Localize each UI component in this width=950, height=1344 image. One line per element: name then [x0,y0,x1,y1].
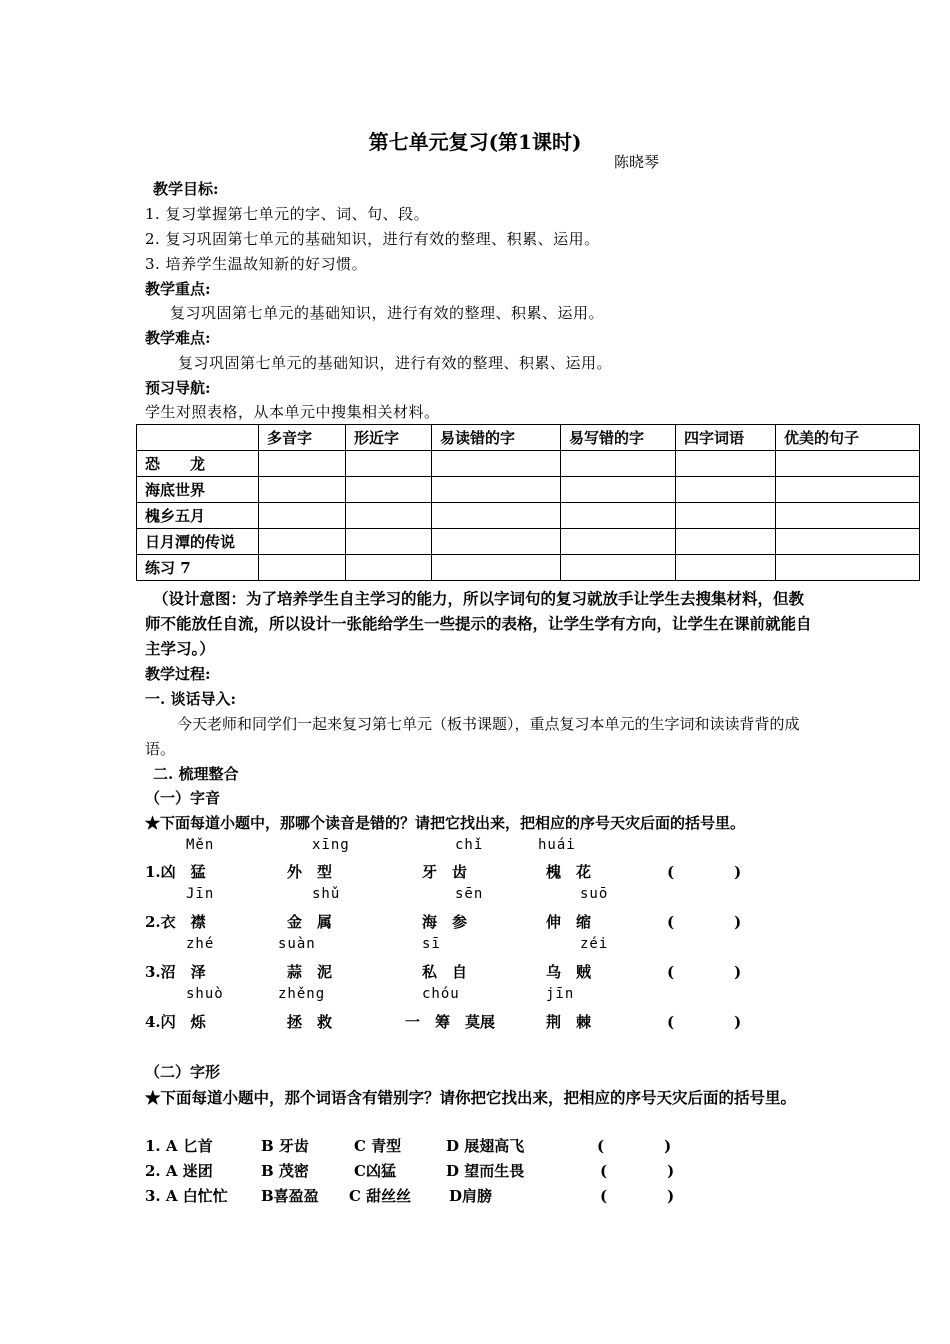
page-title: 第七单元复习(第1课时) [368,130,582,154]
table-cell[interactable] [259,529,346,555]
answer-blank[interactable]: ( ) [667,913,742,931]
table-cell[interactable] [776,503,920,529]
word-option: 海 参 [422,913,468,931]
table-cell[interactable] [676,503,776,529]
table-cell[interactable] [676,477,776,503]
table-cell[interactable] [346,477,432,503]
table-cell[interactable] [776,451,920,477]
answer-blank[interactable]: ( ) [597,1137,672,1155]
preview-text: 学生对照表格，从本单元中搜集相关材料。 [145,403,440,421]
table-header-cell: 优美的句子 [776,425,920,451]
word-option: 金 属 [287,913,333,931]
table-row-label: 练习 7 [137,555,259,581]
word-option: 3.沼 泽 [145,963,206,981]
table-cell[interactable] [432,451,561,477]
process-heading: 教学过程: [145,665,211,683]
section1-text: 今天老师和同学们一起来复习第七单元（板书课题），重点复习本单元的生字词和读读背背的成语。 [145,715,800,758]
word-option: 私 自 [422,963,468,981]
table-row-label: 槐乡五月 [137,503,259,529]
option-c: C 甜丝丝 [349,1187,412,1205]
goal-item: 3. 培养学生温故知新的好习惯。 [145,255,368,273]
answer-blank[interactable]: ( ) [667,1013,742,1031]
word-option: 牙 齿 [422,863,468,881]
table-cell[interactable] [432,529,561,555]
pinyin: shǔ [312,886,341,902]
word-option: 槐 花 [546,863,592,881]
table-cell[interactable] [346,451,432,477]
key-points-heading: 教学重点: [145,280,211,298]
table-header-cell: 易写错的字 [561,425,676,451]
sub1-heading: （一）字音 [145,789,221,807]
sub1-instruction: ★下面每道小题中，那哪个读音是错的？请把它找出来，把相应的序号天灾后面的括号里。 [145,814,746,832]
option-d: D 展翅高飞 [446,1137,525,1155]
table-cell[interactable] [259,477,346,503]
goal-item: 2. 复习巩固第七单元的基础知识，进行有效的整理、积累、运用。 [145,230,600,248]
pinyin: zhé [186,936,215,952]
table-cell[interactable] [676,555,776,581]
option-a: 2. A 迷团 [145,1162,213,1180]
table-cell[interactable] [776,529,920,555]
word-option: 外 型 [287,863,333,881]
table-cell[interactable] [346,555,432,581]
table-cell[interactable] [776,555,920,581]
table-cell[interactable] [259,451,346,477]
table-header-cell: 四字词语 [676,425,776,451]
table-cell[interactable] [432,555,561,581]
table-cell[interactable] [259,503,346,529]
key-points-text: 复习巩固第七单元的基础知识，进行有效的整理、积累、运用。 [170,304,605,322]
preview-table [136,424,920,581]
difficulties-heading: 教学难点: [145,329,211,347]
pinyin: shuò [186,986,224,1002]
table-cell[interactable] [561,529,676,555]
answer-blank[interactable]: ( ) [600,1187,675,1205]
table-header-row [137,425,920,451]
difficulties-text: 复习巩固第七单元的基础知识，进行有效的整理、积累、运用。 [178,354,613,372]
option-b: B喜盈盈 [261,1187,319,1205]
answer-blank[interactable]: ( ) [600,1162,675,1180]
word-option: 蒜 泥 [287,963,333,981]
table-cell[interactable] [676,529,776,555]
word-option: 4.闪 烁 [145,1013,206,1031]
option-c: C凶猛 [354,1162,396,1180]
pinyin: sī [422,936,441,952]
design-intent: （设计意图：为了培养学生自主学习的能力，所以字词句的复习就放手让学生去搜集材料，但教师不能放任自流，所以设计一张能给学生一些提示的表格，让学生学有方向，让学生在课前就能自主学习。） [145,589,812,658]
section1-heading: 一. 谈话导入: [145,690,236,708]
word-option: 乌 贼 [546,963,592,981]
word-option: 一 筹 莫展 [405,1013,496,1031]
table-row [137,451,920,477]
table-row-label: 日月潭的传说 [137,529,259,555]
table-header-cell: 易读错的字 [432,425,561,451]
answer-blank[interactable]: ( ) [667,963,742,981]
table-cell[interactable] [561,503,676,529]
section2-heading: 二. 梳理整合 [153,765,239,783]
author-name: 陈晓琴 [614,153,660,171]
pinyin: zéi [580,936,609,952]
word-option: 荆 棘 [546,1013,592,1031]
sub2-instruction: ★下面每道小题中，那个词语含有错别字？请你把它找出来，把相应的序号天灾后面的括号里。 [145,1088,797,1107]
pinyin: sēn [455,886,484,902]
table-cell[interactable] [432,503,561,529]
pinyin: zhěng [278,986,326,1002]
table-cell[interactable] [346,503,432,529]
pinyin: huái [538,837,576,853]
option-a: 1. A 匕首 [145,1137,213,1155]
option-d: D 望而生畏 [446,1162,525,1180]
pinyin: chǐ [455,837,484,853]
goal-item: 1. 复习掌握第七单元的字、词、句、段。 [145,205,430,223]
pinyin: chóu [422,986,460,1002]
table-cell[interactable] [561,451,676,477]
pinyin: Měn [186,837,215,853]
table-cell[interactable] [432,477,561,503]
table-cell[interactable] [776,477,920,503]
table-row-label: 恐 龙 [137,451,259,477]
word-option: 2.衣 襟 [145,913,206,931]
pinyin: xīng [312,837,350,853]
answer-blank[interactable]: ( ) [667,863,742,881]
preview-heading: 预习导航: [145,379,211,397]
option-a: 3. A 白忙忙 [145,1187,228,1205]
table-cell[interactable] [676,451,776,477]
table-header-cell: 形近字 [346,425,432,451]
pinyin: Jīn [186,886,215,902]
table-row-label: 海底世界 [137,477,259,503]
pinyin: suō [580,886,609,902]
word-option: 伸 缩 [546,913,592,931]
goals-heading: 教学目标: [153,180,219,198]
option-b: B 茂密 [261,1162,309,1180]
option-b: B 牙齿 [261,1137,309,1155]
table-header-cell [137,425,259,451]
table-cell[interactable] [259,555,346,581]
option-d: D肩膀 [449,1187,493,1205]
table-cell[interactable] [561,555,676,581]
pinyin: jīn [546,986,575,1002]
word-option: 拯 救 [287,1013,333,1031]
table-row [137,555,920,581]
table-row [137,529,920,555]
table-cell[interactable] [346,529,432,555]
table-row [137,477,920,503]
table-cell[interactable] [561,477,676,503]
option-c: C 青型 [354,1137,402,1155]
sub2-heading: （二）字形 [145,1063,221,1081]
pinyin: suàn [278,936,316,952]
word-option: 1.凶 猛 [145,863,206,881]
table-header-cell: 多音字 [259,425,346,451]
table-row [137,503,920,529]
